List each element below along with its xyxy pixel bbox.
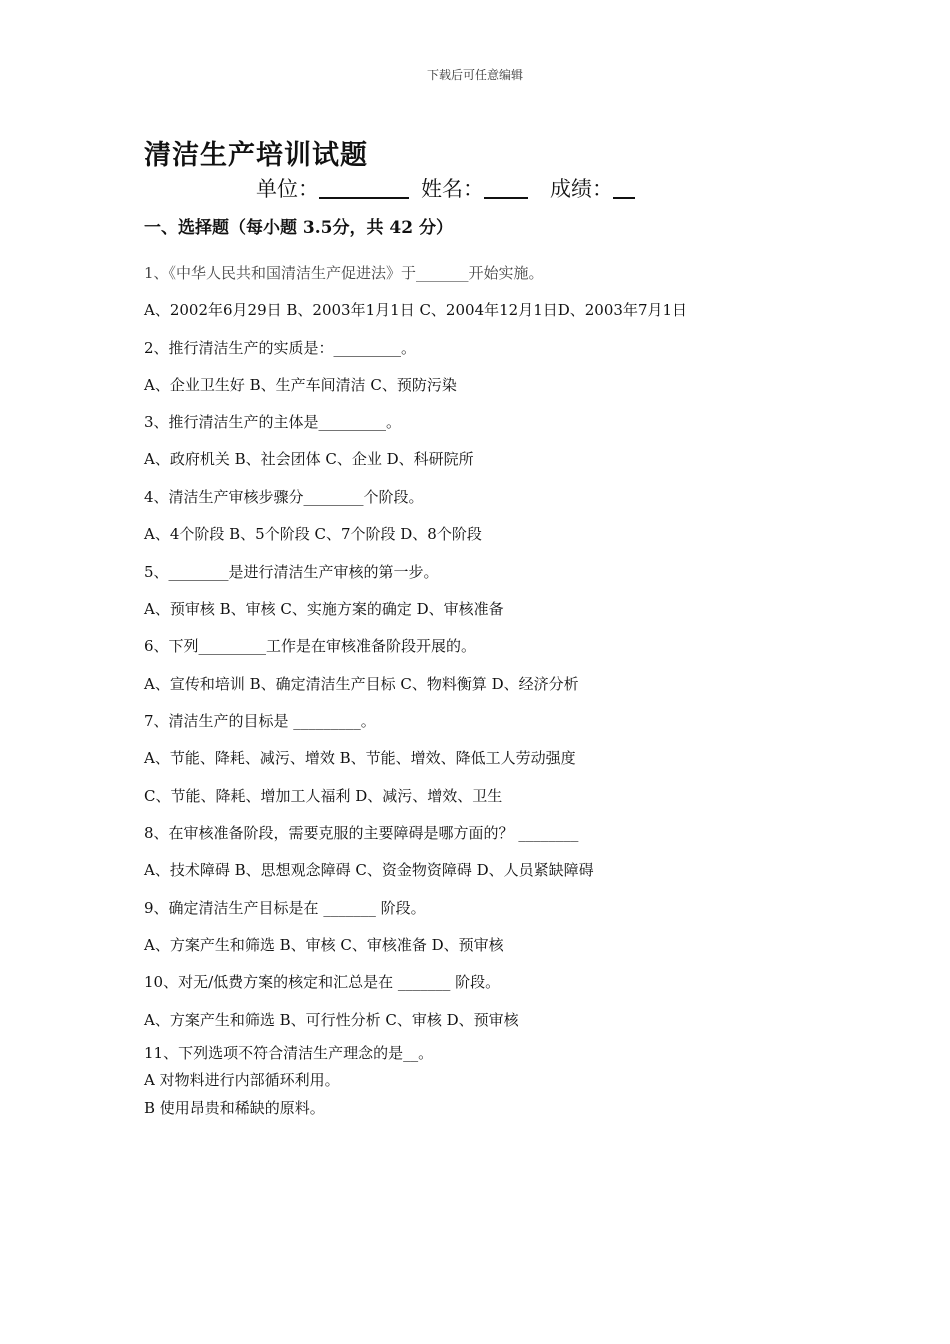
question-2: 2、推行清洁生产的实质是：_________。 (144, 339, 417, 357)
unit-blank (319, 177, 409, 199)
question-11-option-a: A 对物料进行内部循环利用。 (144, 1071, 340, 1089)
score-blank (613, 177, 635, 199)
question-1: 1、《中华人民共和国清洁生产促进法》于_______开始实施。 (144, 264, 544, 282)
question-4-options: A、4个阶段 B、5个阶段 C、7个阶段 D、8个阶段 (144, 525, 482, 543)
unit-label: 单位： (256, 177, 319, 201)
question-3-options: A、政府机关 B、社会团体 C、企业 D、科研院所 (144, 450, 474, 468)
name-blank (484, 177, 528, 199)
question-3: 3、推行清洁生产的主体是_________。 (144, 413, 402, 431)
question-11-option-b: B 使用昂贵和稀缺的原料。 (144, 1099, 325, 1117)
question-4: 4、清洁生产审核步骤分________个阶段。 (144, 488, 424, 506)
question-9-options: A、方案产生和筛选 B、审核 C、审核准备 D、预审核 (144, 936, 504, 954)
question-6: 6、下列_________工作是在审核准备阶段开展的。 (144, 637, 477, 655)
question-8: 8、在审核准备阶段，需要克服的主要障碍是哪方面的？ ________ (144, 824, 579, 842)
question-11: 11、下列选项不符合清洁生产理念的是__。 (144, 1044, 434, 1062)
question-5-options: A、预审核 B、审核 C、实施方案的确定 D、审核准备 (144, 600, 504, 618)
question-5: 5、________是进行清洁生产审核的第一步。 (144, 563, 439, 581)
score-label: 成绩： (550, 177, 613, 201)
question-7: 7、清洁生产的目标是 _________。 (144, 712, 376, 730)
info-line (256, 173, 635, 203)
question-10-options: A、方案产生和筛选 B、可行性分析 C、审核 D、预审核 (144, 1011, 519, 1029)
question-10: 10、对无/低费方案的核定和汇总是在 _______ 阶段。 (144, 973, 501, 991)
name-label: 姓名： (421, 177, 484, 201)
question-9: 9、确定清洁生产目标是在 _______ 阶段。 (144, 899, 426, 917)
question-8-options: A、技术障碍 B、思想观念障碍 C、资金物资障碍 D、人员紧缺障碍 (144, 861, 594, 879)
question-6-options: A、宣传和培训 B、确定清洁生产目标 C、物料衡算 D、经济分析 (144, 675, 579, 693)
question-1-options: A、2002年6月29日 B、2003年1月1日 C、2004年12月1日D、2003年7月1日 (144, 301, 688, 319)
question-7-options-a: A、节能、降耗、减污、增效 B、节能、增效、降低工人劳动强度 (144, 749, 576, 767)
question-2-options: A、企业卫生好 B、生产车间清洁 C、预防污染 (144, 376, 457, 394)
header-note: 下载后可任意编辑 (426, 68, 523, 82)
page-title: 清洁生产培训试题 (144, 140, 368, 171)
section-title: 一、选择题（每小题 3.5分，共 42 分） (144, 218, 453, 238)
question-7-options-b: C、节能、降耗、增加工人福利 D、减污、增效、卫生 (144, 787, 503, 805)
